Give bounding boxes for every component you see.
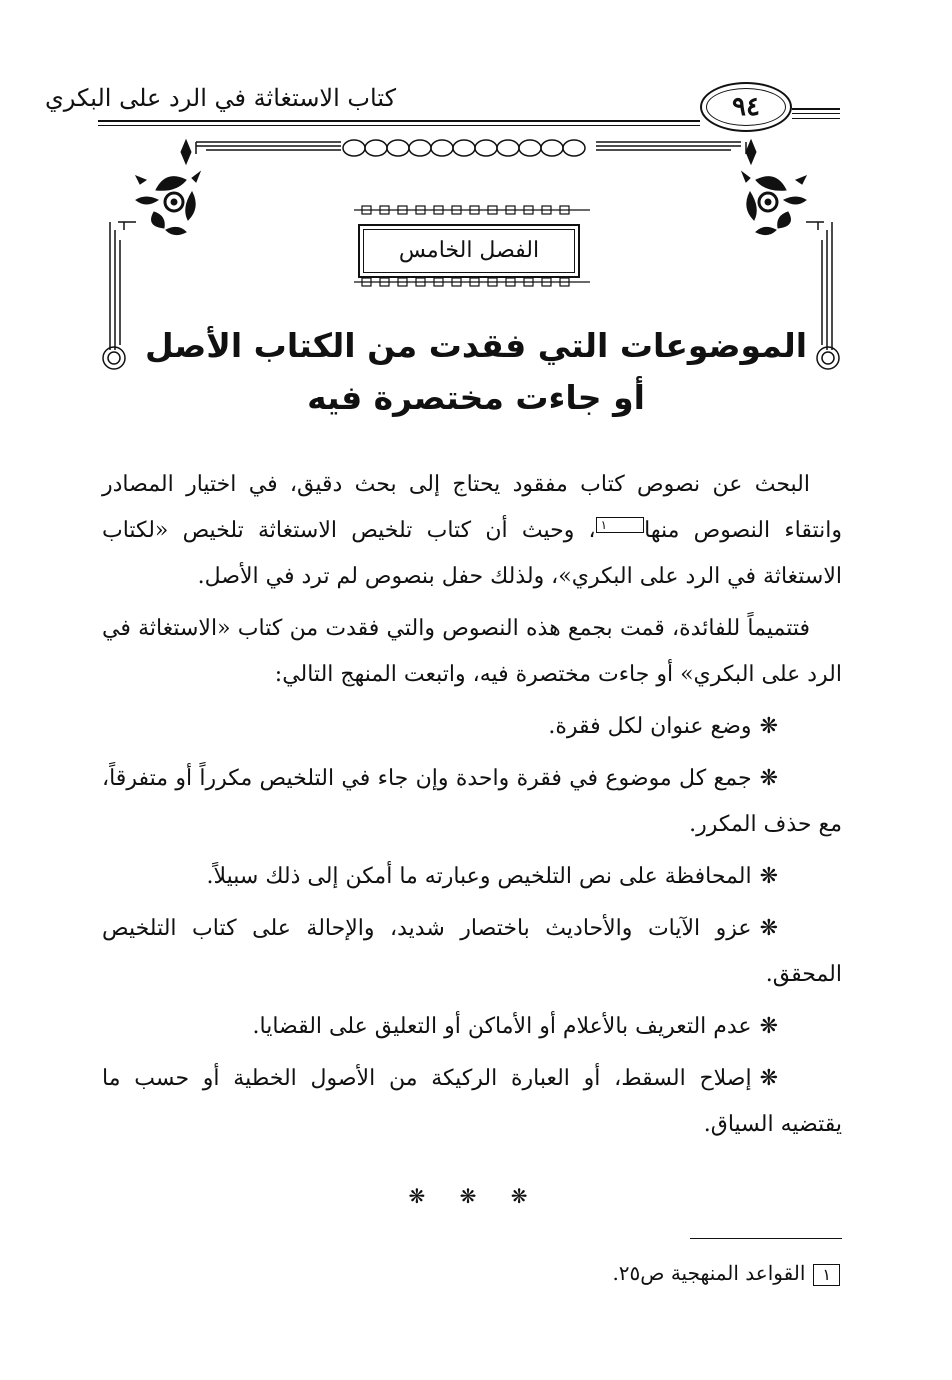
list-item <box>102 1056 842 1148</box>
paragraph: فتتميماً للفائدة، قمت بجمع هذه النصوص والتي فقدت من كتاب «الاستغاثة في الرد على البكري» أو جاءت مختصرة فيه، واتبعت المنهج التالي: <box>102 616 842 687</box>
chain-ornament <box>196 140 746 156</box>
list-item <box>102 906 842 998</box>
bullet-icon: ❋ <box>759 766 778 791</box>
list-item <box>102 854 842 900</box>
bullet-icon: ❋ <box>759 916 778 941</box>
bullet-icon: ❋ <box>759 1014 778 1039</box>
footnote-rule <box>690 1238 842 1239</box>
paragraph-text: ، وحيث أن كتاب تلخيص الاستغاثة تلخيص «لكتاب الاستغاثة في الرد على البكري»، ولذلك حفل بنصوص لم ترد في الأصل. <box>102 518 842 589</box>
list-item <box>102 704 842 750</box>
list-item-text: المحافظة على نص التلخيص وعبارته ما أمكن إلى ذلك سبيلاً. <box>206 864 752 889</box>
chapter-title-line2: أو جاءت مختصرة فيه <box>307 378 645 417</box>
header-rule <box>792 118 840 119</box>
chapter-title-line1: الموضوعات التي فقدت من الكتاب الأصل <box>144 326 808 365</box>
paragraph <box>102 462 842 600</box>
chapter-chain-top <box>354 206 590 214</box>
list-item <box>102 1004 842 1050</box>
body-text <box>102 462 842 1154</box>
list-item-text: وضع عنوان لكل فقرة. <box>548 714 752 739</box>
footnote <box>300 1258 840 1288</box>
bullet-icon: ❋ <box>759 714 778 739</box>
footnote-number: ١ <box>813 1264 840 1286</box>
bullet-icon: ❋ <box>759 1066 778 1091</box>
list-item-text: عزو الآيات والأحاديث باختصار شديد، والإحالة على كتاب التلخيص المحقق. <box>102 916 842 987</box>
page-number: ٩٤ <box>706 88 786 126</box>
header-rule <box>98 120 700 122</box>
flower-ornament-left <box>136 140 200 235</box>
header-rule <box>792 113 840 114</box>
list-item-text: جمع كل موضوع في فقرة واحدة وإن جاء في التلخيص مكرراً أو متفرقاً، مع حذف المكرر. <box>102 766 842 837</box>
paragraph-text: البحث عن نصوص كتاب مفقود يحتاج إلى بحث دقيق، في اختيار المصادر وانتقاء النصوص منها <box>102 472 842 543</box>
bullet-icon: ❋ <box>759 864 778 889</box>
header-rule <box>98 125 700 126</box>
list-item-text: إصلاح السقط، أو العبارة الركيكة من الأصول الخطية أو حسب ما يقتضيه السياق. <box>102 1066 842 1137</box>
list-item <box>102 756 842 848</box>
section-separator: ❋ ❋ ❋ <box>408 1184 542 1208</box>
running-title: كتاب الاستغاثة في الرد على البكري <box>44 84 396 112</box>
flower-ornament-right <box>742 140 806 235</box>
footnote-text: القواعد المنهجية ص٢٥. <box>612 1261 806 1285</box>
footnote-reference: ١ <box>596 517 644 533</box>
chapter-chain-bottom <box>354 278 590 286</box>
header-rule <box>792 108 840 110</box>
list-item-text: عدم التعريف بالأعلام أو الأماكن أو التعليق على القضايا. <box>252 1014 752 1039</box>
chapter-label: الفصل الخامس <box>363 229 575 273</box>
